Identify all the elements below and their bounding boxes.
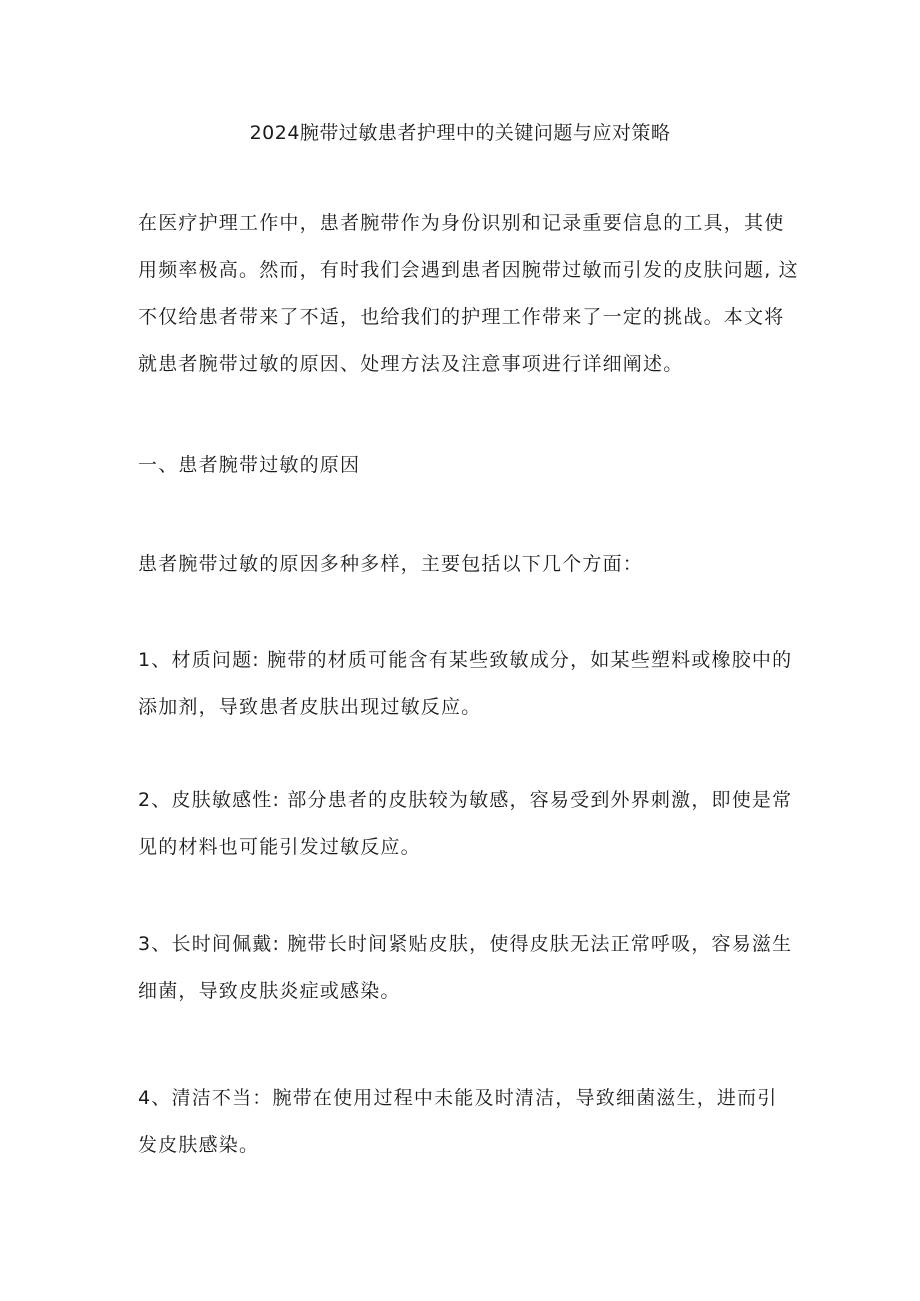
section-lead-paragraph bbox=[138, 541, 788, 588]
list-item-line: 3、长时间佩戴: 腕带长时间紧贴皮肤，使得皮肤无法正常呼吸，容易滋生 bbox=[138, 933, 793, 955]
list-item-line: 见的材料也可能引发过敏反应。 bbox=[138, 836, 421, 858]
list-item-cleaning bbox=[138, 1075, 788, 1169]
section-heading bbox=[138, 442, 788, 489]
document-title: 2024腕带过敏患者护理中的关键问题与应对策略 bbox=[249, 122, 671, 144]
list-item-line: 细菌，导致皮肤炎症或感染。 bbox=[138, 980, 401, 1002]
list-item-line: 4、清洁不当：腕带在使用过程中未能及时清洁，导致细菌滋生，进而引 bbox=[138, 1087, 778, 1109]
list-item-line: 发皮肤感染。 bbox=[138, 1134, 260, 1156]
list-item-long-wear bbox=[138, 921, 793, 1015]
list-item-material bbox=[138, 637, 793, 731]
intro-line: 用频率极高。然而，有时我们会遇到患者因腕带过敏而引发的皮肤问题, 这 bbox=[138, 259, 799, 281]
list-item-line: 2、皮肤敏感性: 部分患者的皮肤较为敏感，容易受到外界刺激，即使是常 bbox=[138, 789, 793, 811]
list-item-sensitivity bbox=[138, 777, 793, 871]
intro-line: 在医疗护理工作中，患者腕带作为身份识别和记录重要信息的工具，其使 bbox=[138, 212, 785, 234]
section-lead-text: 患者腕带过敏的原因多种多样，主要包括以下几个方面： bbox=[138, 553, 644, 575]
intro-line: 不仅给患者带来了不适，也给我们的护理工作带来了一定的挑战。本文将 bbox=[138, 306, 785, 328]
intro-line: 就患者腕带过敏的原因、处理方法及注意事项进行详细阐述。 bbox=[138, 353, 684, 375]
list-item-line: 添加剂，导致患者皮肤出现过敏反应。 bbox=[138, 696, 482, 718]
section-heading-text: 一、患者腕带过敏的原因 bbox=[138, 454, 361, 476]
intro-paragraph bbox=[138, 200, 799, 388]
list-item-line: 1、材质问题: 腕带的材质可能含有某些致敏成分，如某些塑料或橡胶中的 bbox=[138, 649, 793, 671]
